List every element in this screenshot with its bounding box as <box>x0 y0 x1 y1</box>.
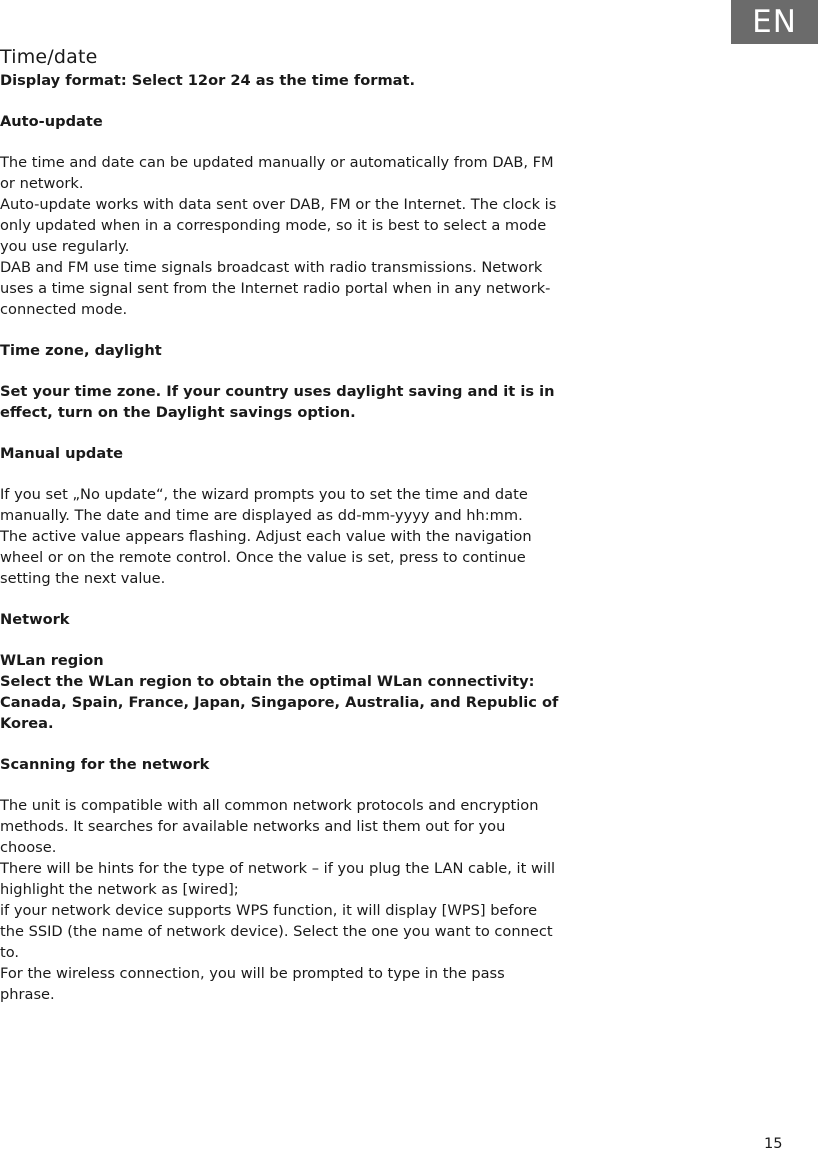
spacer <box>0 734 570 754</box>
auto-update-line: The time and date can be updated manually or automatically from DAB, FM <box>0 154 554 171</box>
spacer <box>0 361 570 381</box>
time-zone-title: Time zone, daylight <box>0 342 162 359</box>
wlan-region-line: Korea. <box>0 715 54 732</box>
spacer <box>0 630 570 650</box>
spacer <box>0 91 570 111</box>
auto-update-line: Auto-update works with data sent over DAB, FM or the Internet. The clock is <box>0 196 557 213</box>
page-number: 15 <box>764 1135 783 1152</box>
scanning-line: the SSID (the name of network device). Select the one you want to connect <box>0 923 553 940</box>
wlan-region-line: Canada, Spain, France, Japan, Singapore, Australia, and Republic of <box>0 694 559 711</box>
scanning-title: Scanning for the network <box>0 756 210 773</box>
manual-update-line: wheel or on the remote control. Once the value is set, press to continue <box>0 549 526 566</box>
spacer <box>0 132 570 152</box>
auto-update-line: connected mode. <box>0 301 128 318</box>
section-heading-time-date: Time/date <box>0 46 98 68</box>
auto-update-line: or network. <box>0 175 84 192</box>
manual-update-line: manually. The date and time are displayed as dd-mm-yyyy and hh:mm. <box>0 507 523 524</box>
scanning-line: choose. <box>0 839 57 856</box>
spacer <box>0 464 570 484</box>
scanning-line: highlight the network as [wired]; <box>0 881 239 898</box>
auto-update-line: you use regularly. <box>0 238 130 255</box>
time-zone-line: effect, turn on the Daylight savings option. <box>0 404 356 421</box>
auto-update-title: Auto-update <box>0 113 103 130</box>
scanning-line: phrase. <box>0 986 55 1003</box>
manual-update-line: The active value appears flashing. Adjust each value with the navigation <box>0 528 532 545</box>
display-format-text: Display format: Select 12or 24 as the time format. <box>0 72 416 89</box>
spacer <box>0 320 570 340</box>
spacer <box>0 589 570 609</box>
manual-update-title: Manual update <box>0 445 124 462</box>
scanning-line: if your network device supports WPS function, it will display [WPS] before <box>0 902 538 919</box>
network-title: Network <box>0 611 70 628</box>
document-body <box>0 44 570 1005</box>
manual-update-line: If you set „No update“, the wizard prompts you to set the time and date <box>0 486 528 503</box>
auto-update-line: only updated when in a corresponding mode, so it is best to select a mode <box>0 217 547 234</box>
scanning-line: The unit is compatible with all common network protocols and encryption <box>0 797 539 814</box>
spacer <box>0 775 570 795</box>
auto-update-line: uses a time signal sent from the Internet radio portal when in any network- <box>0 280 551 297</box>
auto-update-line: DAB and FM use time signals broadcast with radio transmissions. Network <box>0 259 543 276</box>
time-zone-line: Set your time zone. If your country uses daylight saving and it is in <box>0 383 555 400</box>
manual-update-line: setting the next value. <box>0 570 166 587</box>
wlan-region-title: WLan region <box>0 652 104 669</box>
wlan-region-line: Select the WLan region to obtain the optimal WLan connectivity: <box>0 673 535 690</box>
scanning-line: There will be hints for the type of network – if you plug the LAN cable, it will <box>0 860 556 877</box>
scanning-line: to. <box>0 944 20 961</box>
scanning-line: methods. It searches for available networks and list them out for you <box>0 818 506 835</box>
spacer <box>0 423 570 443</box>
scanning-line: For the wireless connection, you will be prompted to type in the pass <box>0 965 505 982</box>
language-tab: EN <box>731 0 818 44</box>
